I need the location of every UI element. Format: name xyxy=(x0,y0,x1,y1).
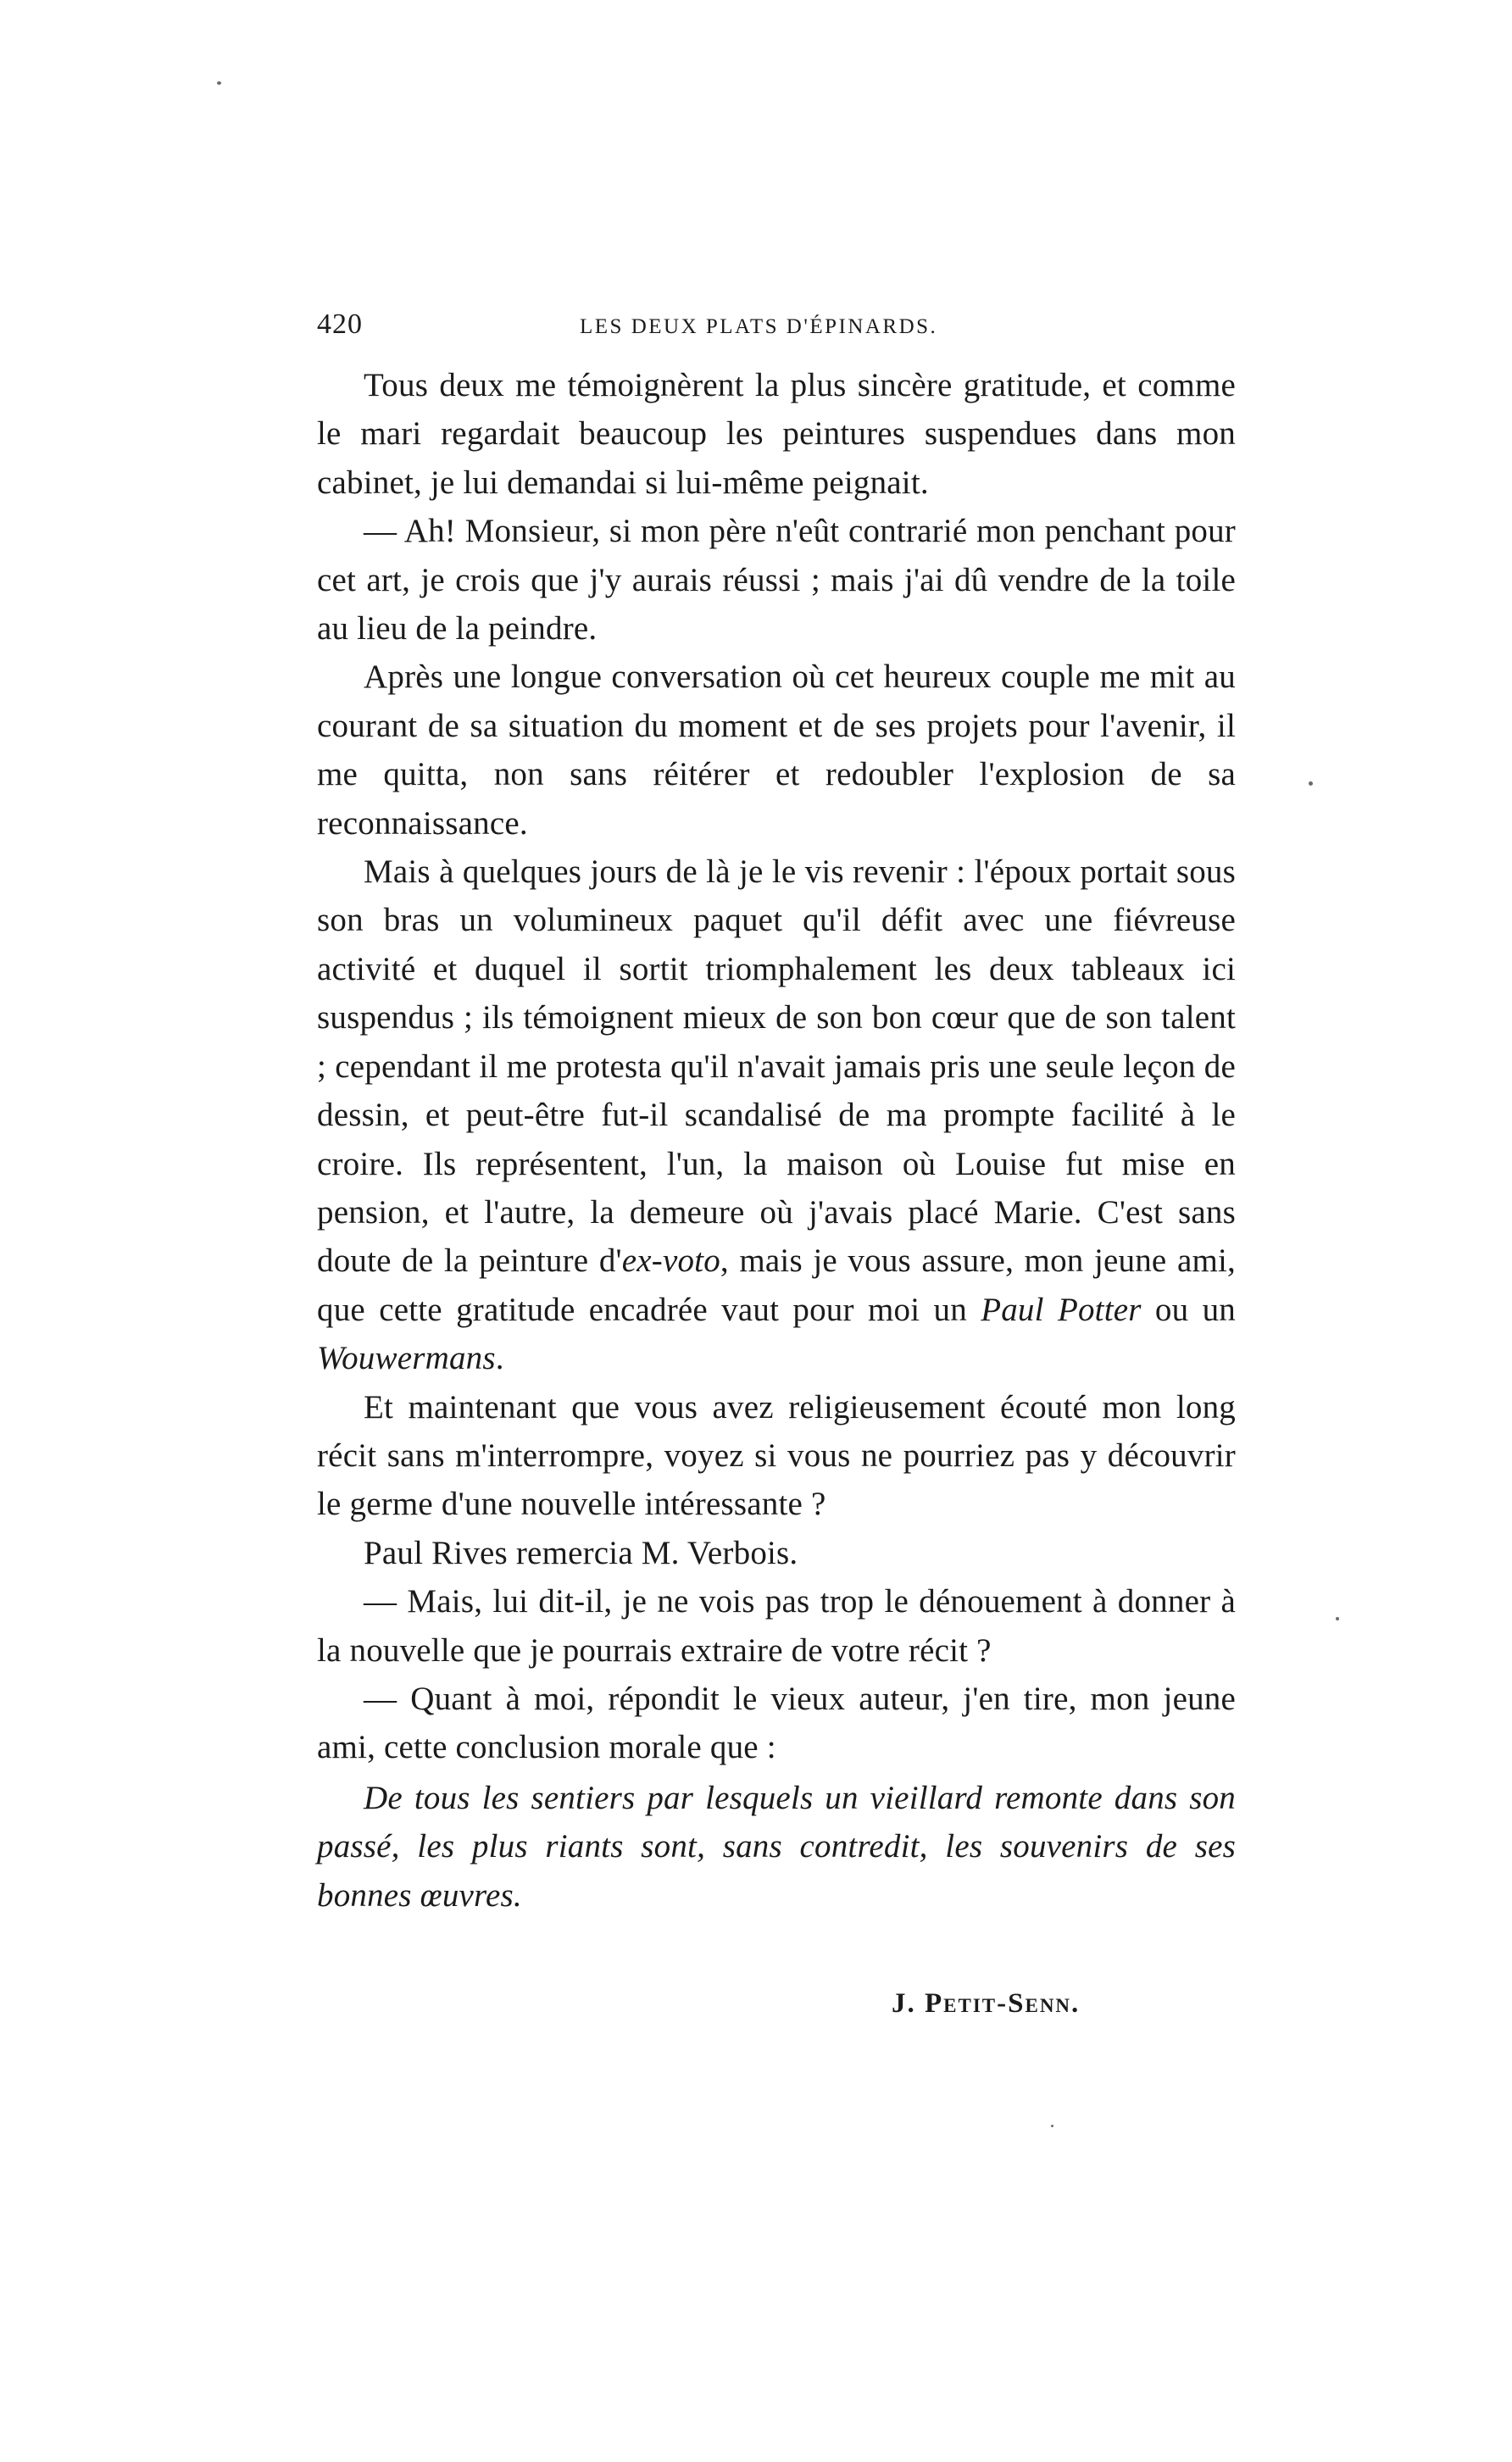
page-header xyxy=(317,308,1258,359)
paper-speck xyxy=(217,81,221,85)
paragraph-thanks: Paul Rives remercia M. Verbois. xyxy=(364,1534,798,1571)
potter-name: Paul Potter xyxy=(981,1291,1142,1328)
page-number: 420 xyxy=(317,308,363,340)
paper-speck xyxy=(1051,2125,1053,2127)
paragraph-reply: — Ah! Monsieur, si mon père n'eût contrarié mon penchant pour cet art, je crois que j'y aurais réussi ; mais j'ai dû vendre de la toile au lieu de la peindre. xyxy=(317,513,1236,647)
signature-initial: J. xyxy=(892,1988,916,2019)
wouwermans-name: Wouwermans xyxy=(317,1340,496,1377)
paper-speck xyxy=(1309,781,1313,786)
paintings-text-or: ou un xyxy=(1141,1291,1236,1328)
body-text xyxy=(317,361,1236,1920)
paragraph-moral: De tous les sentiers par lesquels un vieillard remonte dans son passé, les plus riants sont, sans contredit, les souvenirs de ses bonnes œuvres. xyxy=(317,1779,1236,1914)
paintings-text-end: . xyxy=(495,1340,504,1377)
paragraph-question: Et maintenant que vous avez religieusement écouté mon long récit sans m'interrompre, voyez si vous ne pourriez pas y découvrir le germe d'une nouvelle intéressante ? xyxy=(317,1388,1236,1523)
author-signature xyxy=(892,1988,1080,2020)
paragraph-conclusion: — Quant à moi, répondit le vieux auteur, j'en tire, mon jeune ami, cette conclusion morale que : xyxy=(317,1680,1236,1766)
paintings-text-start: Mais à quelques jours de là je le vis revenir : l'époux portait sous son bras un volumineux paquet qu'il défit avec une fiévreuse activité et duquel il sortit triomphalement les deux tableaux ici suspendus ; ils témoignent mieux de son bon cœur que de son talent ; cependant il me protesta qu'il n'avait jamais pris une seule leçon de dessin, et peut-être fut-il scandalisé de ma prompte facilité à le croire. Ils représentent, l'un, la maison où Louise fut mise en pension, et l'autre, la demeure où j'avais placé Marie. C'est sans doute de la peinture d' xyxy=(317,853,1236,1280)
signature-name: Petit-Senn. xyxy=(925,1988,1081,2019)
ex-voto-term: ex-voto xyxy=(621,1242,720,1280)
running-title: LES DEUX PLATS D'ÉPINARDS. xyxy=(580,315,938,338)
paragraph-paintings xyxy=(317,848,1236,1382)
paragraph-denouement: — Mais, lui dit-il, je ne vois pas trop le dénouement à donner à la nouvelle que je pourrais extraire de votre récit ? xyxy=(317,1583,1236,1669)
paper-speck xyxy=(1336,1617,1339,1620)
paragraph-conversation: Après une longue conversation où cet heureux couple me mit au courant de sa situation du moment et de ses projets pour l'avenir, il me quitta, non sans réitérer et redoubler l'explosion de sa reconnaissance. xyxy=(317,659,1236,842)
paragraph-gratitude: Tous deux me témoignèrent la plus sincère gratitude, et comme le mari regardait beaucoup les peintures suspendues dans mon cabinet, je lui demandai si lui-même peignait. xyxy=(317,367,1236,501)
paintings-text-mid: , mais je vous assure, mon jeune ami, que cette gratitude encadrée vaut pour moi un xyxy=(317,1242,1236,1328)
